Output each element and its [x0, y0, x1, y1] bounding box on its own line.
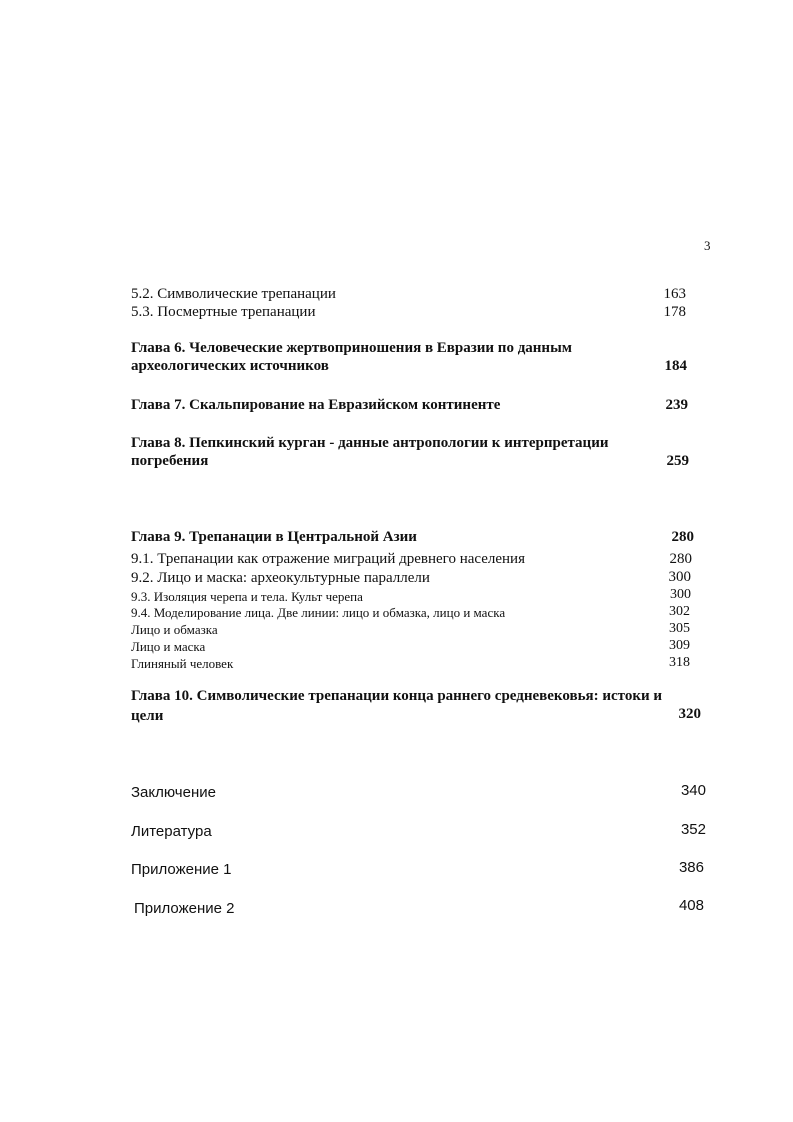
toc-entry-page: 280: [669, 551, 692, 567]
toc-entry-page: 318: [669, 655, 690, 670]
toc-chapter-page: 320: [678, 706, 701, 722]
toc-entry-title: Заключение: [131, 784, 216, 801]
toc-chapter-title: Глава 6. Человеческие жертвоприношения в Евразии по данным: [131, 340, 573, 356]
toc-entry-title: 5.3. Посмертные трепанации: [131, 304, 316, 320]
toc-chapter-title: археологических источников: [131, 358, 329, 374]
toc-entry-page: 352: [680, 821, 706, 838]
toc-entry-page: 178: [663, 304, 686, 320]
toc-entry-title: Лицо и маска: [131, 639, 206, 654]
toc-chapter-page: 239: [665, 397, 688, 413]
toc-entry-page: 300: [670, 587, 691, 602]
toc-entry-page: 309: [669, 638, 690, 653]
toc-entry-page: 340: [680, 782, 706, 799]
toc-chapter-title: Глава 10. Символические трепанации конца раннего средневековья: истоки и: [131, 688, 663, 704]
toc-entry-title: Приложение 1: [131, 861, 232, 878]
toc-chapter-title: погребения: [131, 453, 209, 469]
toc-entry-page: 305: [669, 621, 690, 636]
toc-entry-page: 302: [669, 604, 690, 619]
toc-entry-title: Лицо и обмазка: [131, 622, 218, 637]
toc-chapter-title: Глава 9. Трепанации в Центральной Азии: [131, 529, 417, 545]
toc-entry-title: Литература: [131, 823, 212, 840]
toc-entry-page: 408: [678, 897, 704, 914]
toc-chapter-title: Глава 8. Пепкинский курган - данные антропологии к интерпретации: [131, 435, 609, 451]
toc-entry-title: 9.1. Трепанации как отражение миграций древнего населения: [131, 551, 525, 567]
toc-chapter-title: Глава 7. Скальпирование на Евразийском континенте: [131, 397, 501, 413]
toc-entry-title: 9.3. Изоляция черепа и тела. Культ черепа: [131, 589, 363, 604]
toc-entry-page: 163: [663, 286, 686, 302]
toc-entry-title: Глиняный человек: [131, 656, 234, 671]
toc-entry-page: 300: [668, 569, 691, 585]
toc-chapter-page: 280: [671, 529, 694, 545]
toc-chapter-page: 259: [666, 453, 689, 469]
page-number: 3: [704, 238, 711, 253]
toc-entry-title: Приложение 2: [134, 900, 235, 917]
toc-entry-title: 9.2. Лицо и маска: археокультурные параллели: [131, 570, 430, 586]
toc-entry-title: 5.2. Символические трепанации: [131, 286, 336, 302]
toc-entry-title: 9.4. Моделирование лица. Две линии: лицо и обмазка, лицо и маска: [131, 605, 506, 620]
toc-chapter-page: 184: [664, 358, 687, 374]
toc-entry-page: 386: [678, 859, 704, 876]
toc-chapter-title: цели: [131, 708, 164, 724]
